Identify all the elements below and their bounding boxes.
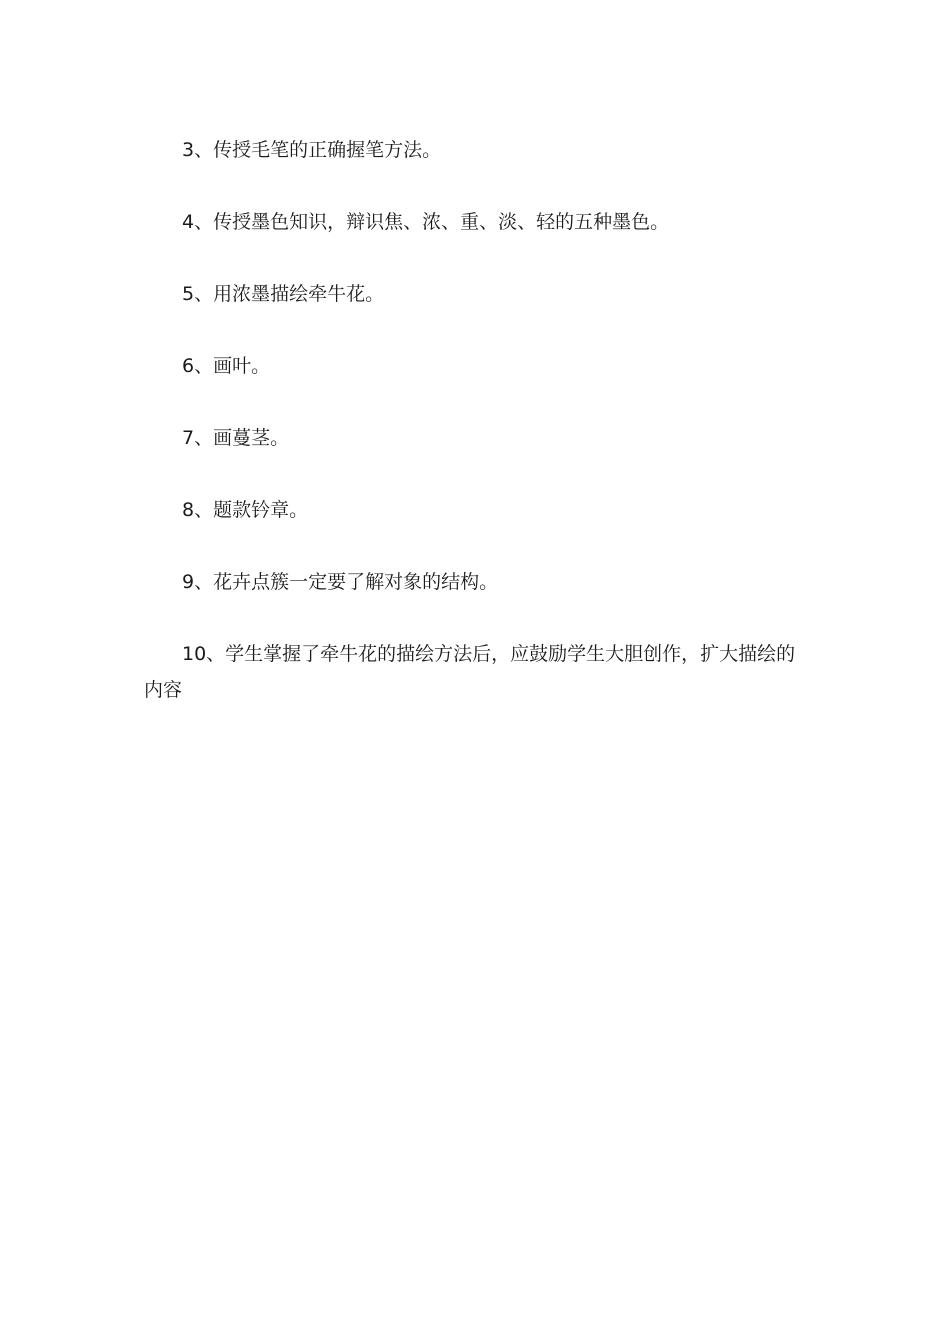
list-item: 5、用浓墨描绘牵牛花。 bbox=[182, 283, 385, 305]
list-item: 7、画蔓茎。 bbox=[182, 427, 290, 449]
list-item: 8、题款钤章。 bbox=[182, 499, 309, 521]
list-item: 9、花卉点簇一定要了解对象的结构。 bbox=[182, 571, 499, 593]
list-item: 6、画叶。 bbox=[182, 355, 271, 377]
list-item: 3、传授毛笔的正确握笔方法。 bbox=[182, 139, 442, 161]
list-item: 10、学生掌握了牵牛花的描绘方法后，应鼓励学生大胆创作，扩大描绘的内容 bbox=[144, 643, 796, 701]
document-body bbox=[144, 132, 804, 744]
list-item: 4、传授墨色知识，辩识焦、浓、重、淡、轻的五种墨色。 bbox=[182, 211, 670, 233]
